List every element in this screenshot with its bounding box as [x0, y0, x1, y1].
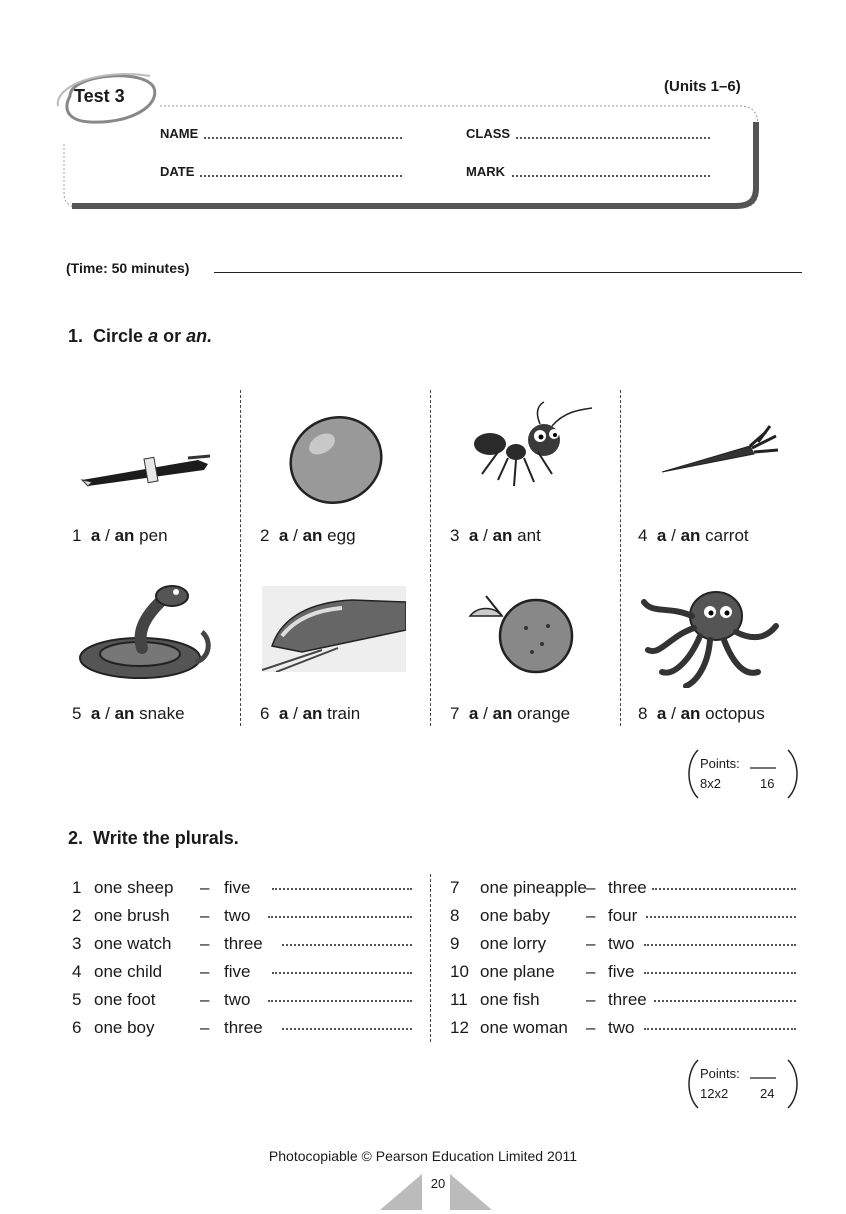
choice-a[interactable]: a [90, 704, 101, 723]
answer-field[interactable] [654, 996, 796, 1002]
points-label: Points: [700, 1066, 740, 1081]
choice-a[interactable]: a [468, 526, 479, 545]
choice-a[interactable]: a [278, 704, 289, 723]
class-field[interactable] [516, 136, 710, 139]
copyright-footer: Photocopiable © Pearson Education Limited 2011 [268, 1148, 578, 1164]
answer-field[interactable] [268, 996, 412, 1002]
choice-a[interactable]: a [468, 704, 479, 723]
choice-an[interactable]: an [680, 704, 701, 723]
item-egg: 2 a / an egg [260, 526, 356, 545]
date-field[interactable] [200, 174, 402, 177]
ant-icon [468, 400, 594, 496]
points-formula: 8x2 [700, 776, 721, 791]
points-label: Points: [700, 756, 740, 771]
exercise1-title-an: an. [186, 326, 213, 346]
choice-an[interactable]: an [114, 704, 135, 723]
points-box-1 [688, 748, 798, 800]
item-pen: 1 a / an pen [72, 526, 168, 545]
item-snake: 5 a / an snake [72, 704, 185, 723]
choice-an[interactable]: an [492, 704, 513, 723]
train-icon [262, 586, 406, 672]
choice-an[interactable]: an [302, 526, 323, 545]
mark-field[interactable] [512, 174, 710, 177]
answer-field[interactable] [644, 968, 796, 974]
answer-field[interactable] [652, 884, 796, 890]
answer-field[interactable] [268, 912, 412, 918]
exercise2-number: 2. [68, 828, 84, 848]
points-box-2 [688, 1058, 798, 1110]
column-separator [430, 390, 431, 726]
answer-field[interactable] [646, 912, 796, 918]
name-field[interactable] [204, 136, 402, 139]
exercise1-number: 1. [68, 326, 84, 346]
time-line [214, 272, 802, 273]
choice-a[interactable]: a [656, 704, 667, 723]
exercise1-title-a: a [148, 326, 159, 346]
date-label: DATE [160, 164, 195, 179]
answer-field[interactable] [272, 884, 412, 890]
pen-icon [78, 446, 214, 490]
exercise1-title [68, 326, 212, 347]
column-separator [240, 390, 241, 726]
carrot-icon [658, 424, 782, 476]
points-total: 24 [760, 1086, 775, 1101]
octopus-icon [640, 576, 780, 688]
choice-an[interactable]: an [114, 526, 135, 545]
item-ant: 3 a / an ant [450, 526, 541, 545]
item-train: 6 a / an train [260, 704, 361, 723]
choice-a[interactable]: a [90, 526, 101, 545]
answer-field[interactable] [644, 940, 796, 946]
mark-label: MARK [466, 164, 505, 179]
points-formula: 12x2 [700, 1086, 729, 1101]
orange-icon [466, 592, 580, 676]
choice-a[interactable]: a [278, 526, 289, 545]
class-label: CLASS [466, 126, 511, 141]
choice-an[interactable]: an [302, 704, 323, 723]
egg-icon [284, 410, 390, 508]
choice-a[interactable]: a [656, 526, 667, 545]
time-label: (Time: 50 minutes) [66, 260, 190, 276]
answer-field[interactable] [282, 1024, 412, 1030]
points-total: 16 [760, 776, 775, 791]
answer-field[interactable] [644, 1024, 796, 1030]
exercise1-title-or: or [163, 326, 182, 346]
exercise2-title [68, 828, 239, 849]
exercise2-title-text: Write the plurals. [93, 828, 239, 848]
choice-an[interactable]: an [492, 526, 513, 545]
name-label: NAME [160, 126, 199, 141]
test-title: Test 3 [74, 86, 125, 106]
column-separator [430, 874, 431, 1042]
item-carrot: 4 a / an carrot [638, 526, 749, 545]
units-label: (Units 1–6) [664, 78, 741, 95]
answer-field[interactable] [282, 940, 412, 946]
column-separator [620, 390, 621, 726]
item-orange: 7 a / an orange [450, 704, 571, 723]
snake-icon [76, 578, 212, 682]
answer-field[interactable] [272, 968, 412, 974]
page-number: 20 [430, 1176, 446, 1191]
header-box [60, 104, 760, 212]
item-octopus: 8 a / an octopus [638, 704, 765, 723]
exercise1-title-prefix: Circle [93, 326, 144, 346]
choice-an[interactable]: an [680, 526, 701, 545]
